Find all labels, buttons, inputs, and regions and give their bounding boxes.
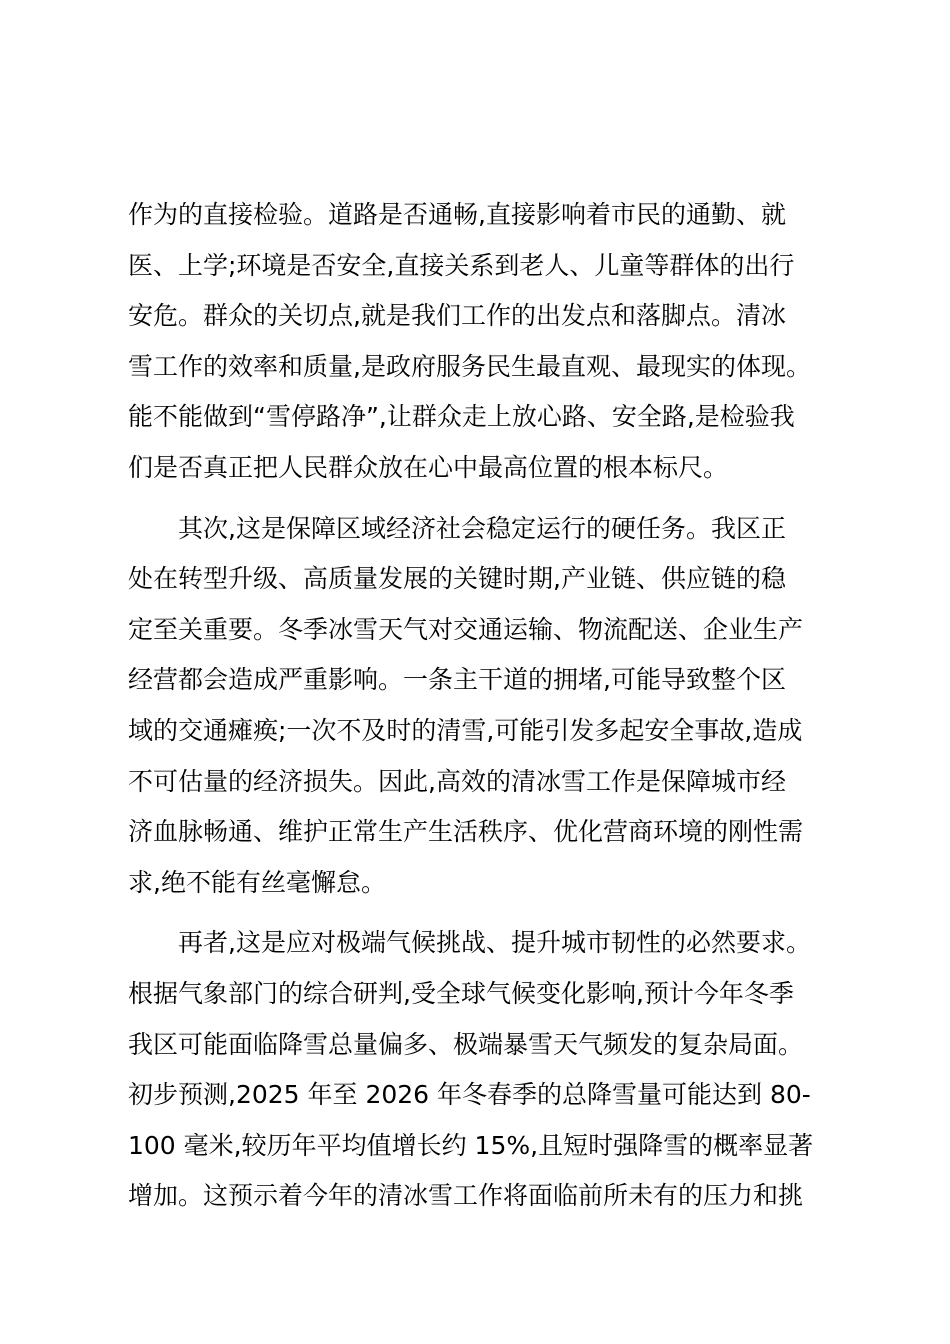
paragraph-gap <box>128 494 828 504</box>
paragraph-gap <box>128 908 828 918</box>
paragraph-3 <box>128 918 828 1222</box>
paragraph-2 <box>128 504 828 909</box>
paragraph-line: 作为的直接检验。道路是否通畅,直接影响着市民的通勤、就 <box>128 200 786 229</box>
paragraph-line: 再者,这是应对极端气候挑战、提升城市韧性的必然要求。 <box>178 928 811 958</box>
paragraph-line: 不可估量的经济损失。因此,高效的清冰雪工作是保障城市经 <box>128 766 786 796</box>
paragraph-line: 安危。群众的关切点,就是我们工作的出发点和落脚点。清冰 <box>128 301 786 331</box>
paragraph-line: 增加。这预示着今年的清冰雪工作将面临前所未有的压力和挑 <box>128 1181 804 1211</box>
paragraph-line: 根据气象部门的综合研判,受全球气候变化影响,预计今年冬季 <box>128 978 794 1008</box>
paragraph-line: 其次,这是保障区域经济社会稳定运行的硬任务。我区正 <box>178 513 786 543</box>
paragraph-1 <box>128 190 828 494</box>
paragraph-line: 济血脉畅通、维护正常生产生活秩序、优化营商环境的刚性需 <box>128 817 804 847</box>
paragraph-line: 经营都会造成严重影响。一条主干道的拥堵,可能导致整个区 <box>128 665 786 695</box>
paragraph-line: 定至关重要。冬季冰雪天气对交通运输、物流配送、企业生产 <box>128 614 804 644</box>
paragraph-line: 能不能做到“雪停路净”,让群众走上放心路、安全路,是检验我 <box>128 402 795 432</box>
paragraph-line: 我区可能面临降雪总量偏多、极端暴雪天气频发的复杂局面。 <box>128 1029 804 1059</box>
paragraph-line: 们是否真正把人民群众放在心中最高位置的根本标尺。 <box>128 452 729 482</box>
paragraph-line: 初步预测,2025 年至 2026 年冬春季的总降雪量可能达到 80- <box>128 1080 811 1110</box>
paragraph-line: 域的交通瘫痪;一次不及时的清雪,可能引发多起安全事故,造成 <box>128 715 803 745</box>
paragraph-line: 100 毫米,较历年平均值增长约 15%,且短时强降雪的概率显著 <box>128 1130 814 1160</box>
paragraph-line: 处在转型升级、高质量发展的关键时期,产业链、供应链的稳 <box>128 564 786 594</box>
document-body <box>128 190 828 1222</box>
paragraph-line: 医、上学;环境是否安全,直接关系到老人、儿童等群体的出行 <box>128 250 795 280</box>
paragraph-line: 求,绝不能有丝毫懈怠。 <box>128 867 386 897</box>
paragraph-line: 雪工作的效率和质量,是政府服务民生最直观、最现实的体现。 <box>128 351 811 381</box>
